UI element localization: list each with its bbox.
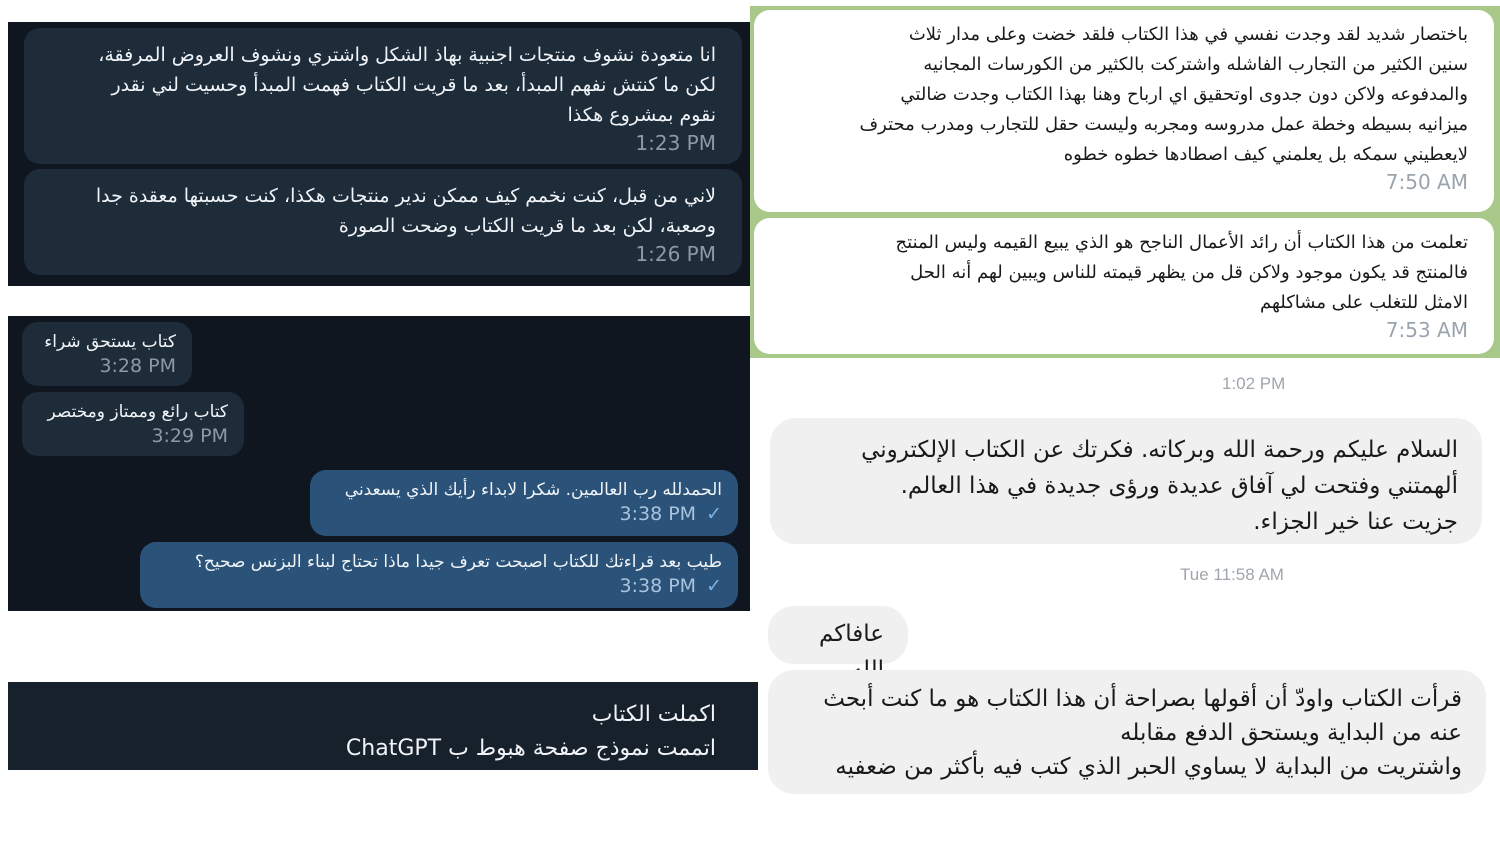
date-separator: Tue 11:58 AM <box>1180 565 1284 584</box>
message-time: 3:38 PM <box>619 575 697 597</box>
chat-screenshot-b <box>8 316 750 611</box>
message-line: اكملت الكتاب <box>591 702 716 727</box>
check-icon: ✓ <box>706 503 722 525</box>
message-bubble[interactable] <box>770 418 1482 544</box>
message-text: طيب بعد قراءتك للكتاب اصبحت تعرف جيدا ماذا تحتاج لبناء البزنس صحيح؟ <box>194 552 722 572</box>
message-text: كتاب رائع وممتاز ومختصر <box>47 402 228 422</box>
message-meta <box>156 574 722 598</box>
message-meta <box>326 502 722 526</box>
chat-screenshot-c <box>8 682 758 770</box>
message-bubble[interactable] <box>24 169 742 275</box>
message-time: 7:50 AM <box>1385 170 1468 194</box>
message-bubble[interactable] <box>22 392 244 456</box>
message-time: 3:29 PM <box>151 425 228 447</box>
message-time: 3:38 PM <box>619 503 697 525</box>
chat-screenshot-d <box>750 6 1500 358</box>
message-bubble[interactable] <box>22 322 192 386</box>
message-bubble[interactable] <box>754 10 1494 212</box>
message-bubble[interactable] <box>768 670 1486 794</box>
message-text: لاني من قبل، كنت نخمم كيف ممكن ندير منتجات هكذا، كنت حسبتها معقدة جدا وصعبة، لكن بعد ما قريت الكتاب وضحت الصورة <box>95 185 716 237</box>
message-text: الحمدلله رب العالمين. شكرا لابداء رأيك الذي يسعدني <box>344 480 722 500</box>
check-icon: ✓ <box>706 575 722 597</box>
message-time: 7:53 AM <box>1385 318 1468 342</box>
message-time: 1:26 PM <box>635 242 716 266</box>
message-text: عافاكم <box>819 621 884 647</box>
message-time: 3:28 PM <box>99 355 176 377</box>
chat-screenshot-a <box>8 22 750 286</box>
outgoing-message-bubble[interactable] <box>310 470 738 536</box>
message-time: 1:23 PM <box>635 131 716 155</box>
message-line: اتممت نموذج صفحة هبوط ب ChatGPT <box>345 736 716 761</box>
outgoing-message-bubble[interactable] <box>140 542 738 608</box>
message-text: كتاب يستحق شراء <box>44 332 176 352</box>
message-text: تعلمت من هذا الكتاب أن رائد الأعمال الناجح هو الذي يبيع القيمه وليس المنتج فالمنتج قد يكون موجود ولاكن قل من يظهر قيمته للناس ويبين لهم أنه الحل الامثل للتغلب على مشاكلهم <box>895 232 1468 313</box>
message-bubble[interactable] <box>24 28 742 164</box>
message-text: انا متعودة نشوف منتجات اجنبية بهاذ الشكل واشتري ونشوف العروض المرفقة، لكن ما كنتش نفهم المبدأ، بعد ما قريت الكتاب فهمت المبدأ وحسيت لني نقدر نقوم بمشروع هكذا <box>98 44 716 126</box>
message-text: السلام عليكم ورحمة الله وبركاته. فكرتك عن الكتاب الإلكتروني ألهمتني وفتحت لي آفاق عديدة ورؤى جديدة في هذا العالم. جزيت عنا خير الجزاء. <box>861 437 1458 535</box>
date-separator: 1:02 PM <box>1222 374 1286 393</box>
message-bubble[interactable] <box>768 606 908 664</box>
message-bubble[interactable] <box>754 218 1494 354</box>
message-text: قرأت الكتاب واودّ أن أقولها بصراحة أن هذا الكتاب هو ما كنت أبحث عنه من البداية ويستحق الدفع مقابله واشتريت من البداية لا يساوي الحبر الذي كتب فيه بأكثر من ضعفيه <box>823 686 1462 780</box>
message-text: باختصار شديد لقد وجدت نفسي في هذا الكتاب فلقد خضت وعلى مدار ثلاث سنين الكثير من التجارب الفاشله واشتركت بالكثير من الكورسات المجانيه والمدفوعه ولاكن دون جدوى اوتحقيق اي ارباح وهنا بهذا الكتاب وجدت ضالتي ميزانيه بسيطه وخطة عمل مدروسه ومجربه وليست حقل للتجارب ومدرب محترف لايعطيني سمكه بل يعلمني كيف اصطادها خطوه خطوه <box>859 24 1468 165</box>
